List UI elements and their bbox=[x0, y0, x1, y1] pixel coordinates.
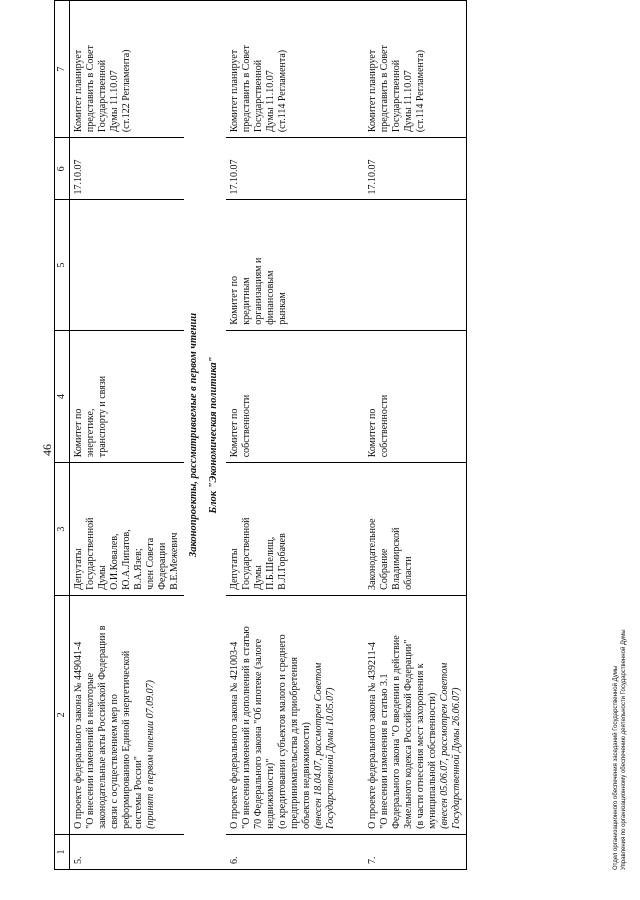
column-header: 1 bbox=[55, 834, 70, 869]
status-line: (ст.122 Регламента) bbox=[121, 49, 132, 133]
initiator-line: Государственной bbox=[85, 517, 96, 590]
title-line: системы России" bbox=[133, 756, 144, 829]
co-committee-line: кредитным bbox=[241, 277, 252, 325]
co-committee bbox=[70, 200, 185, 330]
row-number: 5. bbox=[70, 834, 185, 869]
row-number: 7. bbox=[364, 834, 467, 869]
co-committee-line: Комитет по bbox=[229, 276, 240, 325]
title-line: законодательные акты Российской Федерации в bbox=[97, 625, 108, 829]
committee-line: транспорту и связи bbox=[97, 375, 108, 458]
initiator-line: области bbox=[403, 556, 414, 590]
status-line: (ст.114 Регламента) bbox=[415, 49, 426, 133]
column-header: 3 bbox=[55, 463, 70, 596]
column-header: 7 bbox=[55, 1, 70, 138]
title-line: Земельного кодекса Российской Федерации" bbox=[403, 639, 414, 829]
title-line: О проекте федерального закона № 449041-4 bbox=[73, 641, 84, 829]
column-header: 4 bbox=[55, 330, 70, 463]
status-line: Государственной bbox=[391, 59, 402, 133]
title-line: "О внесении изменений и дополнений в статью bbox=[241, 626, 252, 829]
title-line: О проекте федерального закона № 421003-4 bbox=[229, 641, 240, 829]
agenda-table bbox=[54, 0, 467, 870]
co-committee bbox=[364, 200, 467, 330]
column-header: 6 bbox=[55, 138, 70, 200]
responsible-committee bbox=[226, 330, 340, 463]
status bbox=[226, 1, 340, 138]
initiator-line: О.И.Ковалев, bbox=[109, 533, 120, 590]
title-line: недвижимости)" bbox=[265, 758, 276, 829]
co-committee-line: организациям и bbox=[253, 257, 264, 325]
title-line: "О внесении изменения в статью 3.1 bbox=[379, 673, 390, 829]
title-line: объектов недвижимости) bbox=[301, 722, 312, 829]
co-committee-line: рынкам bbox=[277, 292, 288, 325]
status-line: Комитет планирует bbox=[73, 49, 84, 133]
date: 17.10.07 bbox=[226, 138, 340, 200]
initiator-line: Собрание bbox=[379, 548, 390, 590]
note-line: (внесен 05.06.07, рассмотрен Советом bbox=[439, 662, 450, 829]
status-line: Государственной bbox=[97, 59, 108, 133]
initiator-line: Владимирской bbox=[391, 527, 402, 590]
row-spacer bbox=[340, 1, 364, 870]
initiator-line: Законодательное bbox=[367, 518, 378, 590]
initiator-line: В.Л.Горбачев bbox=[277, 533, 288, 590]
initiator-line: Государственной bbox=[241, 517, 252, 590]
note-line: (принят в первом чтении 07.09.07) bbox=[145, 680, 156, 829]
title-line: "О внесении изменений в некоторые bbox=[85, 672, 96, 829]
initiator-line: Думы bbox=[253, 565, 264, 590]
responsible-committee bbox=[364, 330, 467, 463]
initiator bbox=[364, 463, 467, 596]
initiator-line: Депутаты bbox=[73, 548, 84, 590]
co-committee-line: финансовым bbox=[265, 270, 276, 325]
status-line: представить в Совет bbox=[241, 45, 252, 133]
title-line: Федерального закона "О введении в действие bbox=[391, 635, 402, 829]
initiator-line: П.Б.Шелищ, bbox=[265, 536, 276, 590]
section-heading: Законопроекты, рассматриваемые в первом чтении bbox=[188, 312, 199, 558]
note-line: Государственной Думы 10.05.07) bbox=[325, 687, 336, 829]
status-line: Комитет планирует bbox=[367, 49, 378, 133]
status bbox=[70, 1, 185, 138]
status-line: представить в Совет bbox=[379, 45, 390, 133]
column-header: 2 bbox=[55, 595, 70, 834]
responsible-committee bbox=[70, 330, 185, 463]
title-line: 70 Федерального закона "Об ипотеке (залоге bbox=[253, 638, 264, 829]
initiator-line: Думы bbox=[97, 565, 108, 590]
committee-line: собственности bbox=[241, 394, 252, 458]
status-line: Комитет планирует bbox=[229, 49, 240, 133]
title-line: реформированию Единой энергетической bbox=[121, 650, 132, 829]
initiator-line: В.А.Язев; bbox=[133, 548, 144, 590]
co-committee bbox=[226, 200, 340, 330]
initiator bbox=[70, 463, 185, 596]
committee-line: Комитет по bbox=[229, 408, 240, 458]
status-line: Думы 11.10.07 bbox=[265, 70, 276, 133]
date: 17.10.07 bbox=[364, 138, 467, 200]
footer bbox=[612, 629, 628, 870]
title-line: связи с осуществлением мер по bbox=[109, 694, 120, 829]
footer-line: Управления по организационному обеспечению деятельности Государственной Думы bbox=[621, 629, 627, 870]
bill-title bbox=[70, 595, 185, 834]
column-header: 5 bbox=[55, 200, 70, 330]
initiator-line: В.Е.Межевич bbox=[169, 532, 180, 590]
section-row bbox=[184, 1, 226, 870]
status-line: Думы 11.10.07 bbox=[109, 70, 120, 133]
initiator-line: Депутаты bbox=[229, 548, 240, 590]
committee-line: Комитет по bbox=[73, 408, 84, 458]
title-line: предпринимательства для приобретения bbox=[289, 657, 300, 829]
initiator-line: Федерации bbox=[157, 542, 168, 590]
title-line: (о кредитовании субъектов малого и среднего bbox=[277, 634, 288, 829]
title-line: муниципальной собственности) bbox=[427, 692, 438, 829]
table-row bbox=[364, 1, 467, 870]
header-row bbox=[55, 1, 70, 870]
status bbox=[364, 1, 467, 138]
note-line: (внесен 18.04.07, рассмотрен Советом bbox=[313, 662, 324, 829]
table-row bbox=[70, 1, 185, 870]
page-number: 46 bbox=[40, 444, 54, 456]
status-line: представить в Совет bbox=[85, 45, 96, 133]
note-line: Государственной Думы 26.06.07) bbox=[451, 687, 462, 829]
block-heading: Блок "Экономическая политика" bbox=[208, 356, 219, 514]
bill-title bbox=[226, 595, 340, 834]
title-line: (в части отнесения мест захоронения к bbox=[415, 663, 426, 829]
initiator-line: член Совета bbox=[145, 537, 156, 590]
row-number: 6. bbox=[226, 834, 340, 869]
footer-line: Отдел организационного обеспечения заседаний Государственной Думы bbox=[613, 665, 619, 870]
initiator bbox=[226, 463, 340, 596]
status-line: (ст.114 Регламента) bbox=[277, 49, 288, 133]
status-line: Государственной bbox=[253, 59, 264, 133]
committee-line: Комитет по bbox=[367, 408, 378, 458]
status-line: Думы 11.10.07 bbox=[403, 70, 414, 133]
committee-line: энергетике, bbox=[85, 408, 96, 458]
bill-title bbox=[364, 595, 467, 834]
date: 17.10.07 bbox=[70, 138, 185, 200]
committee-line: собственности bbox=[379, 394, 390, 458]
initiator-line: Ю.А.Липатов, bbox=[121, 529, 132, 590]
table-row bbox=[226, 1, 340, 870]
title-line: О проекте федерального закона № 439211-4 bbox=[367, 642, 378, 829]
